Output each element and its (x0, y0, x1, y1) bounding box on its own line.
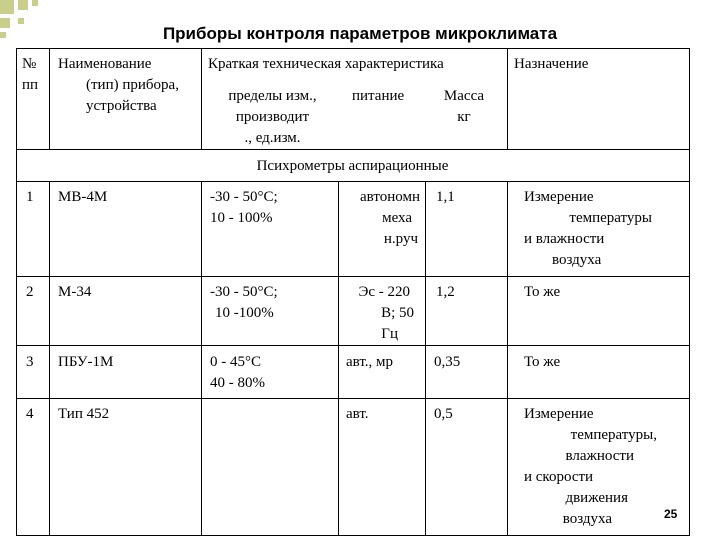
row-purpose: и скорости (524, 469, 594, 485)
corner-decoration (18, 0, 28, 10)
row-power: авт., мр (346, 354, 394, 370)
row-mass: 1,2 (436, 284, 455, 300)
row-mass: 0,35 (434, 354, 461, 370)
row-purpose: температуры, (570, 427, 657, 443)
row-purpose: воздуха (552, 252, 602, 268)
row-purpose: движения (565, 490, 628, 506)
header-limits: пределы изм., (228, 88, 317, 104)
row-power: авт. (346, 406, 369, 422)
row-purpose: воздуха (562, 511, 612, 527)
row-purpose: То же (524, 354, 561, 370)
header-tech: Краткая техническая характеристика (208, 56, 444, 72)
row-purpose: Измерение (524, 406, 594, 422)
header-mass: кг (457, 109, 471, 125)
header-purpose: Назначение (514, 56, 589, 72)
row-power: Эс - 220 (358, 284, 410, 300)
row-num: 4 (26, 406, 34, 422)
row-purpose: Измерение (524, 189, 594, 205)
row-limits: 40 - 80% (210, 375, 265, 391)
row-num: 1 (26, 189, 34, 205)
corner-decoration (0, 0, 14, 14)
row-mass: 1,1 (436, 189, 455, 205)
row-purpose: и влажности (524, 231, 605, 247)
corner-decoration (32, 0, 38, 6)
page-number: 25 (664, 507, 678, 521)
row-limits: -30 - 50°С; (210, 189, 278, 205)
row-power: автономн (360, 189, 420, 205)
header-power: питание (352, 88, 405, 104)
page-title: Приборы контроля параметров микроклимата (162, 24, 558, 43)
header-name: устройства (86, 98, 157, 114)
section-title: Психрометры аспирационные (256, 158, 449, 174)
row-mass: 0,5 (434, 406, 453, 422)
row-limits: -30 - 50°С; (210, 284, 278, 300)
row-name: ПБУ-1М (58, 354, 114, 370)
row-purpose: То же (524, 284, 561, 300)
row-purpose: влажности (565, 448, 634, 464)
row-name: МВ-4М (58, 189, 108, 205)
row-purpose: температуры (569, 210, 652, 226)
header-limits: производит (235, 109, 310, 125)
header-limits: ., ед.изм. (244, 130, 301, 146)
header-name: Наименование (58, 56, 152, 72)
header-num: № (22, 56, 37, 72)
row-power: Гц (381, 326, 398, 342)
row-limits: 0 - 45°С (210, 354, 261, 370)
header-name: (тип) прибора, (86, 77, 179, 93)
row-name: Тип 452 (58, 406, 110, 422)
row-power: меха (382, 210, 412, 226)
row-name: М-34 (58, 284, 92, 300)
row-power: н.руч (383, 231, 418, 247)
row-num: 2 (26, 284, 34, 300)
row-power: В; 50 (381, 305, 414, 321)
row-limits: 10 - 100% (210, 210, 273, 226)
row-num: 3 (26, 354, 34, 370)
row-limits: 10 -100% (215, 305, 274, 321)
header-mass: Масса (443, 88, 485, 104)
header-num: пп (22, 77, 39, 93)
